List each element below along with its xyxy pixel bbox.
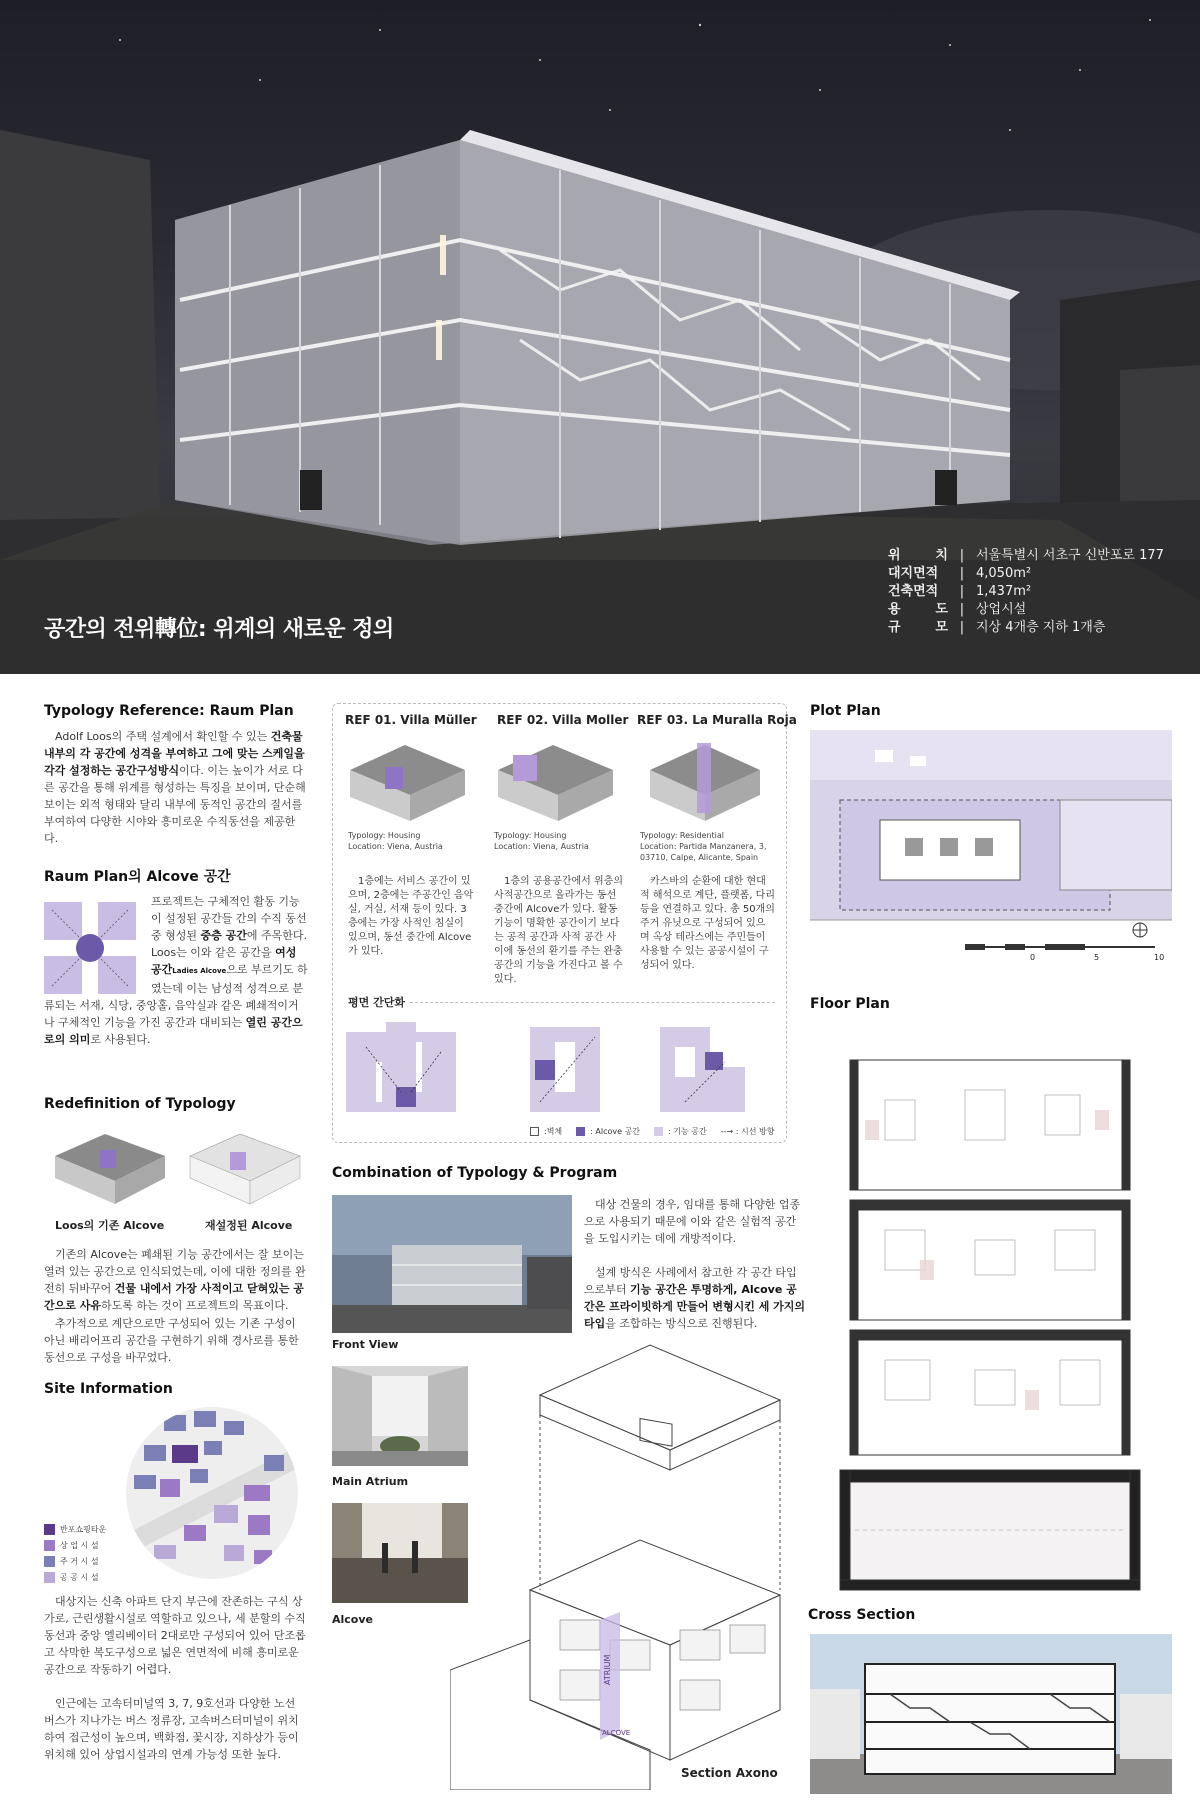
hero-rendering xyxy=(0,0,1200,674)
info-key: 대지면적 xyxy=(888,566,939,581)
info-key: 규 모 xyxy=(888,620,948,635)
legend-item xyxy=(44,1572,106,1583)
info-separator: | xyxy=(959,566,965,581)
legend-label: 반포쇼핑타운 xyxy=(60,1525,107,1534)
plan-legend xyxy=(530,1126,774,1137)
text-part: Adolf Loos의 주택 설계에서 확인할 수 있는 xyxy=(55,730,271,743)
text-float-spacer xyxy=(44,893,151,993)
info-value: 서울특별시 서초구 신반포로 177 xyxy=(976,548,1164,563)
scale-0: 0 xyxy=(1030,953,1036,962)
legend-swatch xyxy=(576,1127,585,1136)
ref-meta-line: 03710, Calpe, Alicante, Spain xyxy=(640,853,759,862)
redefinition-heading: Redefinition of Typology xyxy=(44,1096,236,1112)
text-subscript: Ladies Alcove xyxy=(172,967,227,975)
text-part: 로 사용된다. xyxy=(90,1033,151,1046)
legend-label: 주 거 시 설 xyxy=(60,1557,99,1566)
info-row-use xyxy=(888,601,1164,619)
site-information-heading: Site Information xyxy=(44,1381,173,1397)
alcove-heading: Raum Plan의 Alcove 공간 xyxy=(44,869,231,885)
ref-3-text: 카스바의 순환에 대한 현대적 해석으로 계단, 플랫폼, 다리 등을 연결하고 있다. 총 50개의 주거 유닛으로 구성되어 있으며 옥상 테라스에는 주민들이 사용할 수 있는 공공시설이 구성되어 있다. xyxy=(640,876,775,971)
site-map xyxy=(124,1405,300,1581)
alcove-image xyxy=(332,1503,468,1603)
combination-heading: Combination of Typology & Program xyxy=(332,1165,618,1181)
legend-item xyxy=(44,1524,106,1535)
info-row-location xyxy=(888,547,1164,565)
info-value: 1,437m² xyxy=(976,584,1032,599)
legend-item xyxy=(654,1126,707,1137)
ref-3-meta xyxy=(640,830,767,863)
typology-reference-heading: Typology Reference: Raum Plan xyxy=(44,703,294,719)
project-title: 공간의 전위轉位: 위계의 새로운 정의 xyxy=(44,617,394,642)
alcove-text xyxy=(44,893,309,1048)
redefinition-text xyxy=(44,1246,309,1314)
plot-plan-drawing xyxy=(810,730,1172,966)
legend-item xyxy=(530,1126,562,1137)
front-view-caption: Front View xyxy=(332,1338,399,1351)
legend-swatch xyxy=(44,1556,55,1567)
section-axono-drawing xyxy=(450,1340,790,1790)
info-key: 건축면적 xyxy=(888,584,939,599)
ref-2-meta xyxy=(494,830,589,852)
text-part: 으로 부르기도 하였는데 이는 남성적 성격으로 분류되는 서재, 식당, 중앙홀, 음악실과 같은 폐쇄적이거나 구체적인 기능을 가진 공간과 대비되는 xyxy=(44,963,308,1029)
legend-item xyxy=(721,1126,775,1137)
text-bold: 건물 내에서 가장 사적이고 닫혀있는 공간으로 사유 xyxy=(44,1282,304,1312)
redefinition-text-2: 추가적으로 계단으로만 구성되어 있는 기존 구성이 아닌 배리어프리 공간을 구현하기 위해 경사로를 통한 동선으로 구성을 바꾸었다. xyxy=(44,1317,299,1364)
info-separator: | xyxy=(959,548,965,563)
ref-meta-line: Location: Viena, Austria xyxy=(348,842,443,851)
ref-1-axon xyxy=(345,735,470,825)
ref-2-axon xyxy=(493,735,618,825)
text-part: 프로젝트는 구체적인 활동 기능이 설정된 공간들 간의 수직 동선 중 형성된 xyxy=(151,895,307,942)
text-part: 설계 방식은 사례에서 참고한 각 공간 타입으로부터 xyxy=(584,1266,797,1296)
legend-label: 상 업 시 설 xyxy=(60,1541,99,1550)
scale-10: 10 xyxy=(1154,953,1165,962)
cross-section-heading: Cross Section xyxy=(808,1607,916,1623)
plan-1 xyxy=(346,1022,456,1117)
ref-1-meta xyxy=(348,830,443,852)
ref-meta-line: Typology: Housing xyxy=(348,831,421,840)
text-bold: 건축물 내부의 각 공간에 성격을 부여하고 그에 맞는 스케일을 각각 설정하는 공간구성방식 xyxy=(44,730,305,777)
text-part: 기존의 Alcove는 폐쇄된 기능 공간에서는 잘 보이는 열려 있는 공간으로 인식되었는데, 이에 대한 정의를 완전히 뒤바꾸어 xyxy=(44,1248,306,1295)
legend-item xyxy=(44,1556,106,1567)
ref-3-axon xyxy=(645,735,765,825)
info-value: 지상 4개층 지하 1개층 xyxy=(976,620,1106,635)
floor-plan-heading: Floor Plan xyxy=(810,996,890,1012)
text-bold: 중층 공간 xyxy=(200,929,247,942)
info-value: 상업시설 xyxy=(976,602,1027,617)
redefined-alcove-label: 재설정된 Alcove xyxy=(205,1219,293,1232)
legend-swatch xyxy=(44,1540,55,1551)
legend-label: : 기능 공간 xyxy=(668,1127,707,1136)
info-separator: | xyxy=(959,620,965,635)
typology-reference-text xyxy=(44,728,309,847)
ref-meta-line: Location: Viena, Austria xyxy=(494,842,589,851)
info-row-site-area xyxy=(888,565,1164,583)
info-separator: | xyxy=(959,602,965,617)
combination-text-1: 대상 건물의 경우, 임대를 통해 다양한 업종으로 사용되기 때문에 이와 같은 실험적 공간을 도입시키는 데에 개방적이다. xyxy=(584,1198,801,1245)
legend-label: 공 공 시 설 xyxy=(60,1573,99,1582)
text-part: 에 주목한다. Loos는 이와 같은 공간을 xyxy=(151,929,307,959)
legend-swatch xyxy=(530,1127,539,1136)
text-bold: 여성 공간 xyxy=(151,946,297,976)
legend-label: --→ : 시선 방향 xyxy=(720,1127,775,1136)
plan-2 xyxy=(520,1022,610,1117)
main-atrium-image xyxy=(332,1366,468,1466)
info-row-scale xyxy=(888,619,1164,637)
legend-swatch xyxy=(44,1572,55,1583)
info-key: 용 도 xyxy=(888,602,948,617)
front-view-image xyxy=(332,1195,572,1333)
alcove-caption: Alcove xyxy=(332,1613,373,1626)
plan-simplify-heading: 평면 간단화 xyxy=(348,996,405,1009)
ref-1-text: 1층에는 서비스 공간이 있으며, 2층에는 주공간인 음악실, 거실, 서재 등이 있다. 3층에는 가장 사적인 침실이 있으며, 동선 중간에 Alcove가 있다. xyxy=(348,876,474,957)
ref-2-text: 1층의 공용공간에서 위층의 사적공간으로 올라가는 동선 중간에 Alcove가 있다. 활동 기능이 명확한 공간이기 보다는 공적 공간과 사적 공간 사이에 동선의 환기를 주는 완충공간의 기능을 가진다고 볼 수 있다. xyxy=(494,876,623,985)
project-info-table xyxy=(888,547,1164,637)
loos-alcove-label: Loos의 기존 Alcove xyxy=(55,1219,165,1232)
site-text-1: 대상지는 신축 아파트 단지 부근에 잔존하는 구식 상가로, 근린생활시설로 역할하고 있으나, 세 분할의 수직동선과 중앙 엘리베이터 2대로만 구성되어 있어 단조롭고 삭막한 복도구성으로 넓은 연면적에 비해 흥미로운 공간으로 작동하기 어렵다. xyxy=(44,1595,306,1676)
divider xyxy=(410,1002,775,1003)
ref-1-title: REF 01. Villa Müller xyxy=(345,713,477,727)
text-part: 이다. 이는 높이가 서로 다른 공간을 통해 위계를 형성하는 특징을 보이며, 단순해보이는 외적 형태와 달리 내부에 동적인 공간의 질서를 부여하여 다양한 시야와 흥미로운 수직동선을 제공한다. xyxy=(44,764,306,845)
info-separator: | xyxy=(959,584,965,599)
ref-meta-line: Typology: Housing xyxy=(494,831,567,840)
legend-swatch xyxy=(44,1524,55,1535)
ref-meta-line: Location: Partida Manzanera, 3, xyxy=(640,842,767,851)
ref-3-title: REF 03. La Muralla Roja xyxy=(637,713,797,727)
info-value: 4,050m² xyxy=(976,566,1032,581)
legend-item xyxy=(576,1126,640,1137)
legend-swatch xyxy=(654,1127,663,1136)
section-axono-label: Section Axono xyxy=(681,1766,778,1780)
redefined-alcove-axon xyxy=(185,1126,305,1206)
alcove-tag: ALCOVE xyxy=(602,1729,631,1737)
legend-label: :벽체 xyxy=(544,1127,563,1136)
info-row-building-area xyxy=(888,583,1164,601)
ref-2-title: REF 02. Villa Moller xyxy=(497,713,629,727)
text-part: 하도록 하는 것이 프로젝트의 목표이다. xyxy=(100,1299,289,1312)
ref-meta-line: Typology: Residential xyxy=(640,831,724,840)
site-legend xyxy=(44,1524,106,1583)
atrium-tag: ATRIUM xyxy=(603,1654,612,1685)
plan-3 xyxy=(655,1022,750,1117)
text-part: 을 조합하는 방식으로 진행된다. xyxy=(605,1317,758,1330)
info-key: 위 치 xyxy=(888,548,948,563)
plot-plan-heading: Plot Plan xyxy=(810,703,881,719)
legend-item xyxy=(44,1540,106,1551)
cross-section-drawing xyxy=(810,1634,1172,1794)
legend-label: : Alcove 공간 xyxy=(590,1127,641,1136)
main-atrium-caption: Main Atrium xyxy=(332,1475,409,1488)
loos-alcove-axon xyxy=(50,1126,170,1206)
scale-5: 5 xyxy=(1094,953,1100,962)
combination-text-2 xyxy=(584,1264,806,1332)
text-bold: 열린 공간으로의 의미 xyxy=(44,1016,303,1046)
site-text-2: 인근에는 고속터미널역 3, 7, 9호선과 다양한 노선 버스가 지나가는 버스 정류장, 고속버스터미널이 위치하여 접근성이 높으며, 백화점, 꽃시장, 지하상가 등이 위치해 있어 상업시설과의 연계 가능성 또한 높다. xyxy=(44,1697,299,1761)
text-bold: 기능 공간은 투명하게, Alcove 공간은 프라이빗하게 만들어 변형시킨 세 가지의 타입 xyxy=(584,1283,806,1330)
